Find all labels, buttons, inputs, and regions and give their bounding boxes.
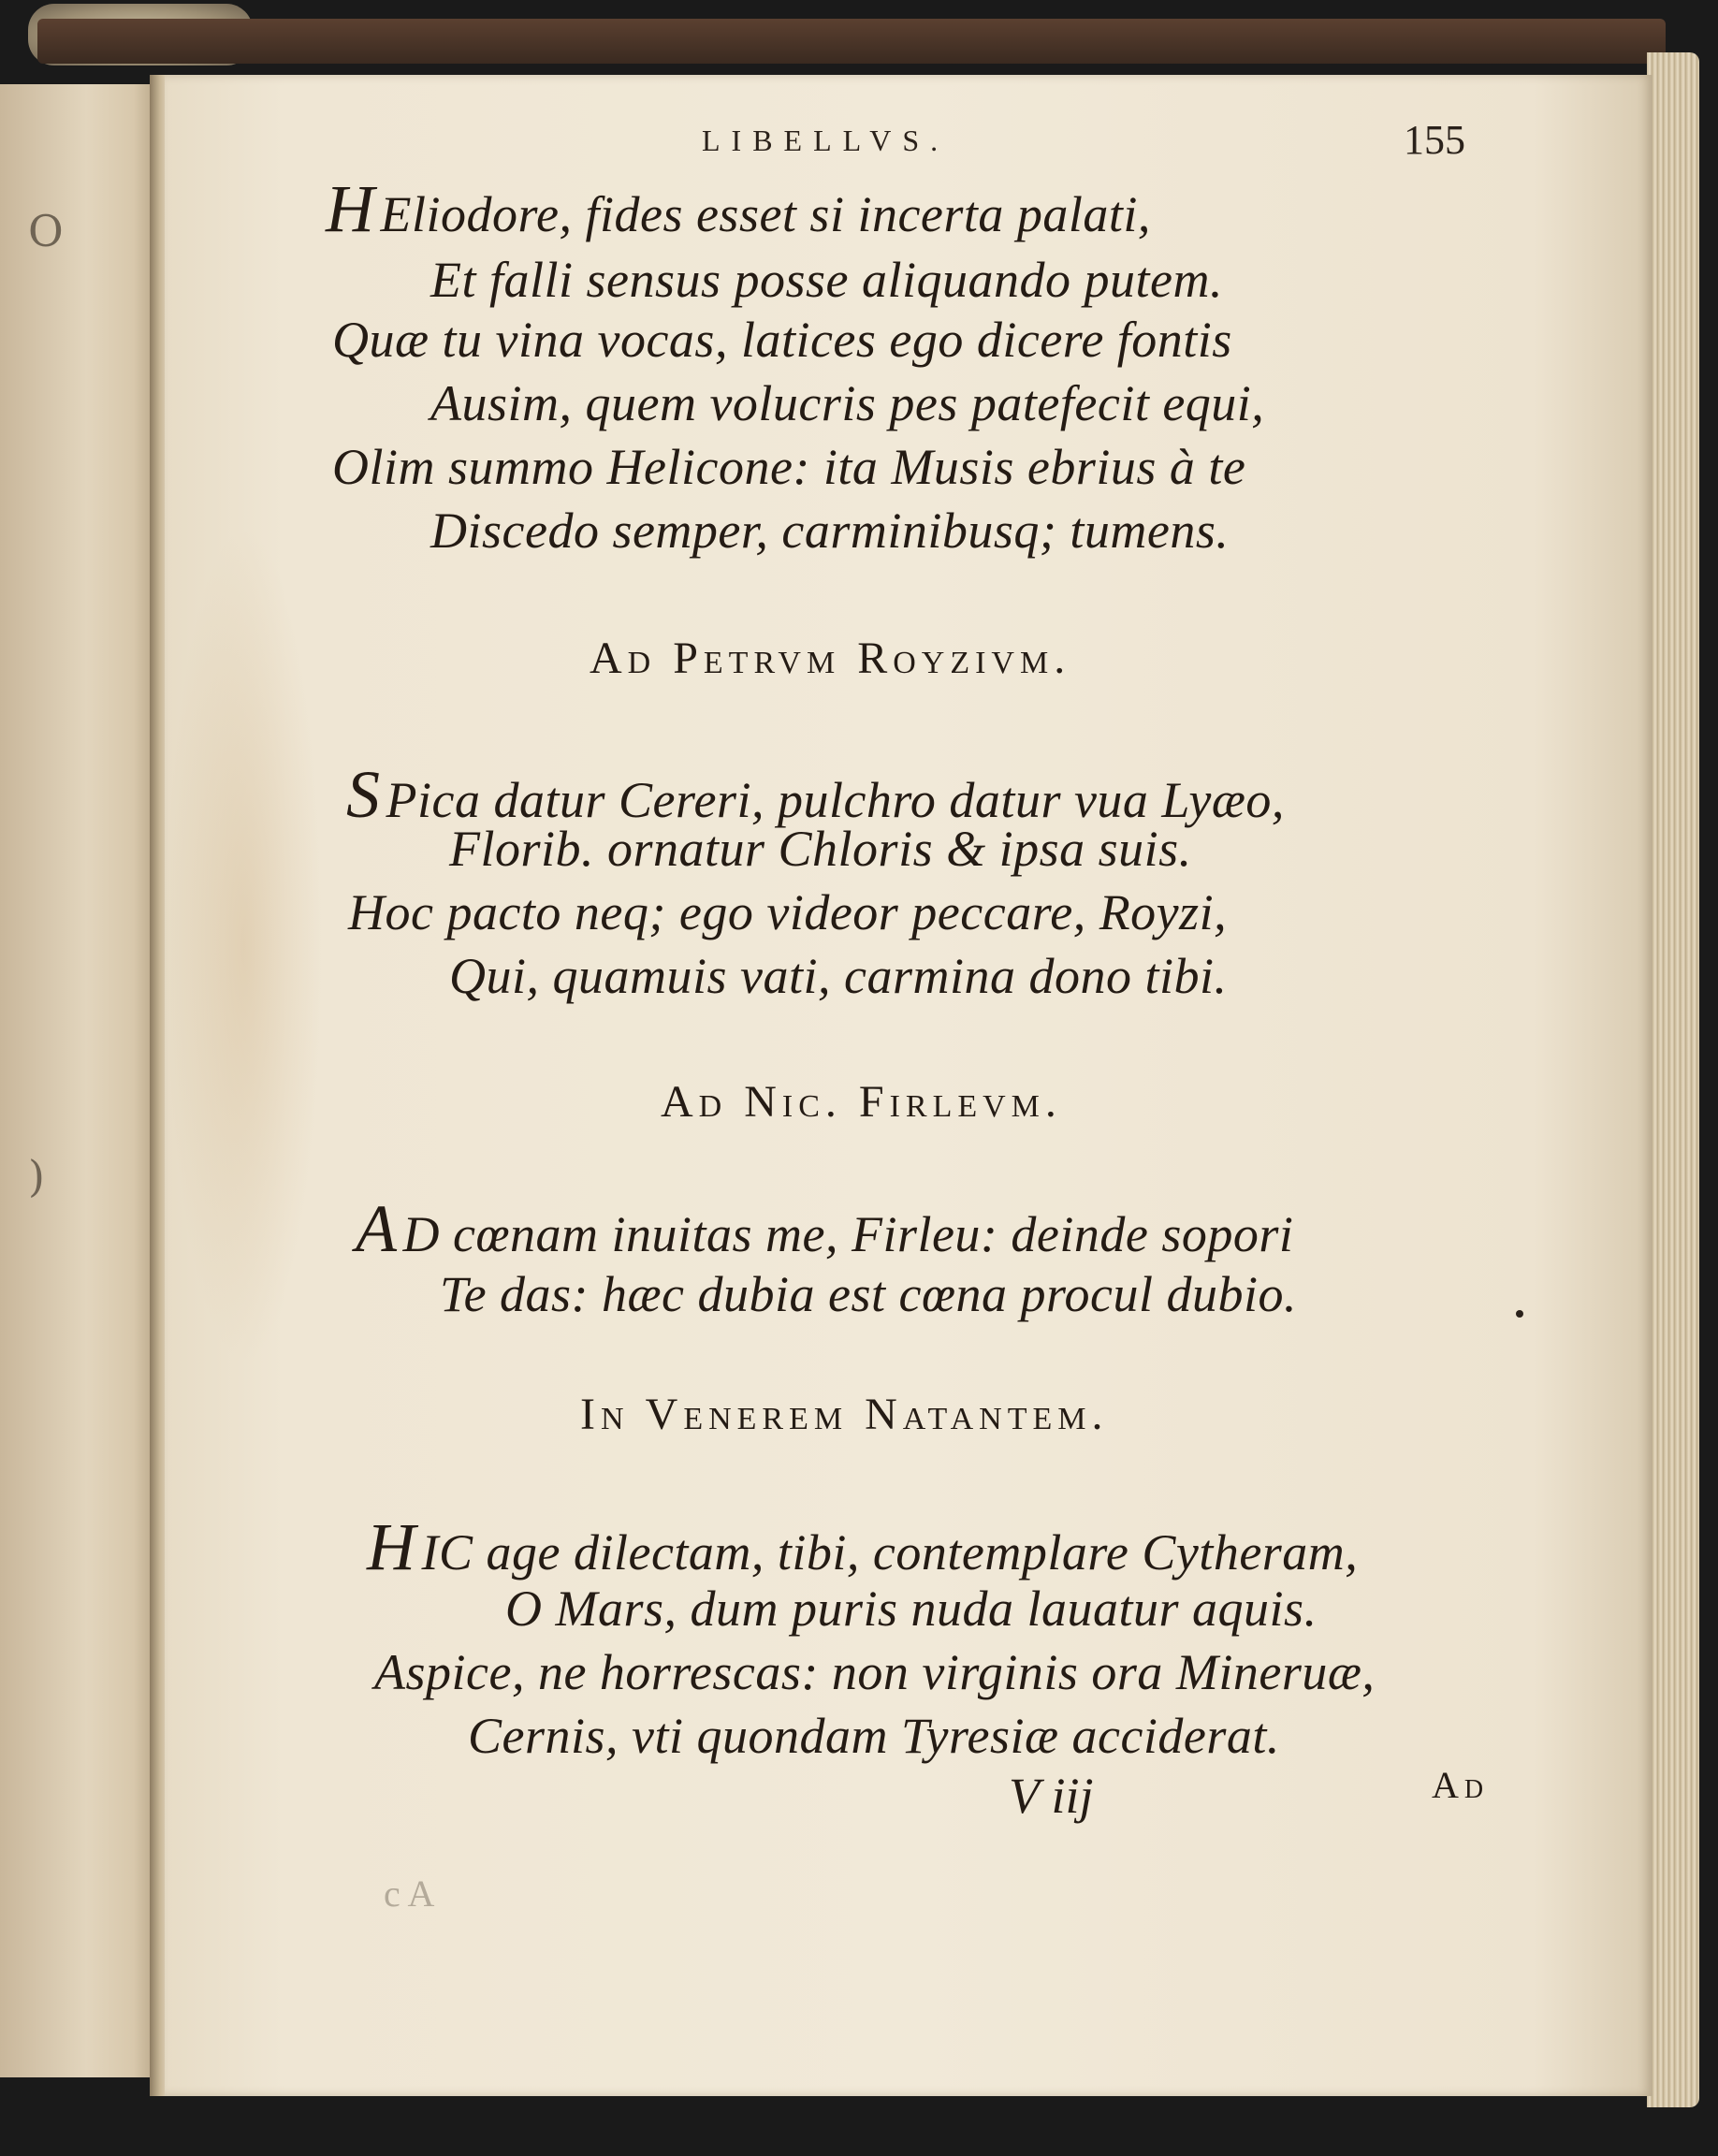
poem-line-text: IC age dilectam, tibi, contemplare Cytheram, — [421, 1524, 1359, 1581]
poem-heading: Ad Nic. Firlevm. — [661, 1077, 1062, 1127]
poem-line: O Mars, dum puris nuda lauatur aquis. — [505, 1581, 1318, 1637]
drop-initial: S — [346, 757, 381, 832]
show-through-text: c A — [384, 1872, 435, 1915]
running-head: LIBELLVS. — [702, 124, 950, 157]
poem-line-text: Eliodore, fides esset si incerta palati, — [380, 186, 1151, 242]
page-stain — [165, 524, 324, 1366]
poem-line: Quæ tu vina vocas, latices ego dicere fontis — [332, 312, 1232, 368]
poem-line: Cernis, vti quondam Tyresiæ acciderat. — [468, 1708, 1280, 1764]
poem-line: Qui, quamuis vati, carmina dono tibi. — [449, 948, 1228, 1004]
poem-line: Et falli sensus posse aliquando putem. — [430, 252, 1223, 308]
poem-line: Olim summo Helicone: ita Musis ebrius à te — [332, 439, 1246, 495]
drop-initial: H — [326, 171, 375, 246]
poem-line: Ausim, quem volucris pes patefecit equi, — [430, 375, 1265, 431]
poem-line-text: D cœnam inuitas me, Firleu: deinde sopori — [402, 1206, 1294, 1262]
poem-line — [326, 170, 1151, 248]
poem-line: Florib. ornatur Chloris & ipsa suis. — [449, 821, 1192, 877]
ink-speck — [1516, 1310, 1523, 1318]
poem-line — [356, 1190, 1293, 1268]
poem-line: Hoc pacto neq; ego videor peccare, Royzi, — [348, 884, 1228, 940]
page-number: 155 — [1404, 117, 1465, 163]
left-page-fragment: O — [28, 206, 64, 256]
book-spine-top — [37, 19, 1666, 64]
poem-heading: In Venerem Natantem. — [580, 1390, 1109, 1439]
drop-initial: H — [367, 1509, 416, 1584]
catchword: Ad — [1432, 1764, 1490, 1806]
drop-initial: A — [356, 1191, 398, 1266]
poem-line — [367, 1508, 1358, 1586]
poem-line: Te das: hæc dubia est cœna procul dubio. — [440, 1266, 1297, 1322]
left-page-fragment: ) — [28, 1151, 45, 1202]
poem-line-text: Pica datur Cereri, pulchro datur vua Lyæo, — [386, 772, 1285, 828]
poem-line: Aspice, ne horrescas: non virginis ora Mineruæ, — [374, 1644, 1376, 1700]
signature-mark: V iij — [1009, 1768, 1094, 1824]
left-page-edge — [0, 84, 157, 2077]
page-edges — [1647, 52, 1699, 2107]
poem-line: Discedo semper, carminibusq; tumens. — [430, 503, 1230, 559]
poem-heading: Ad Petrvm Royzivm. — [590, 634, 1071, 683]
